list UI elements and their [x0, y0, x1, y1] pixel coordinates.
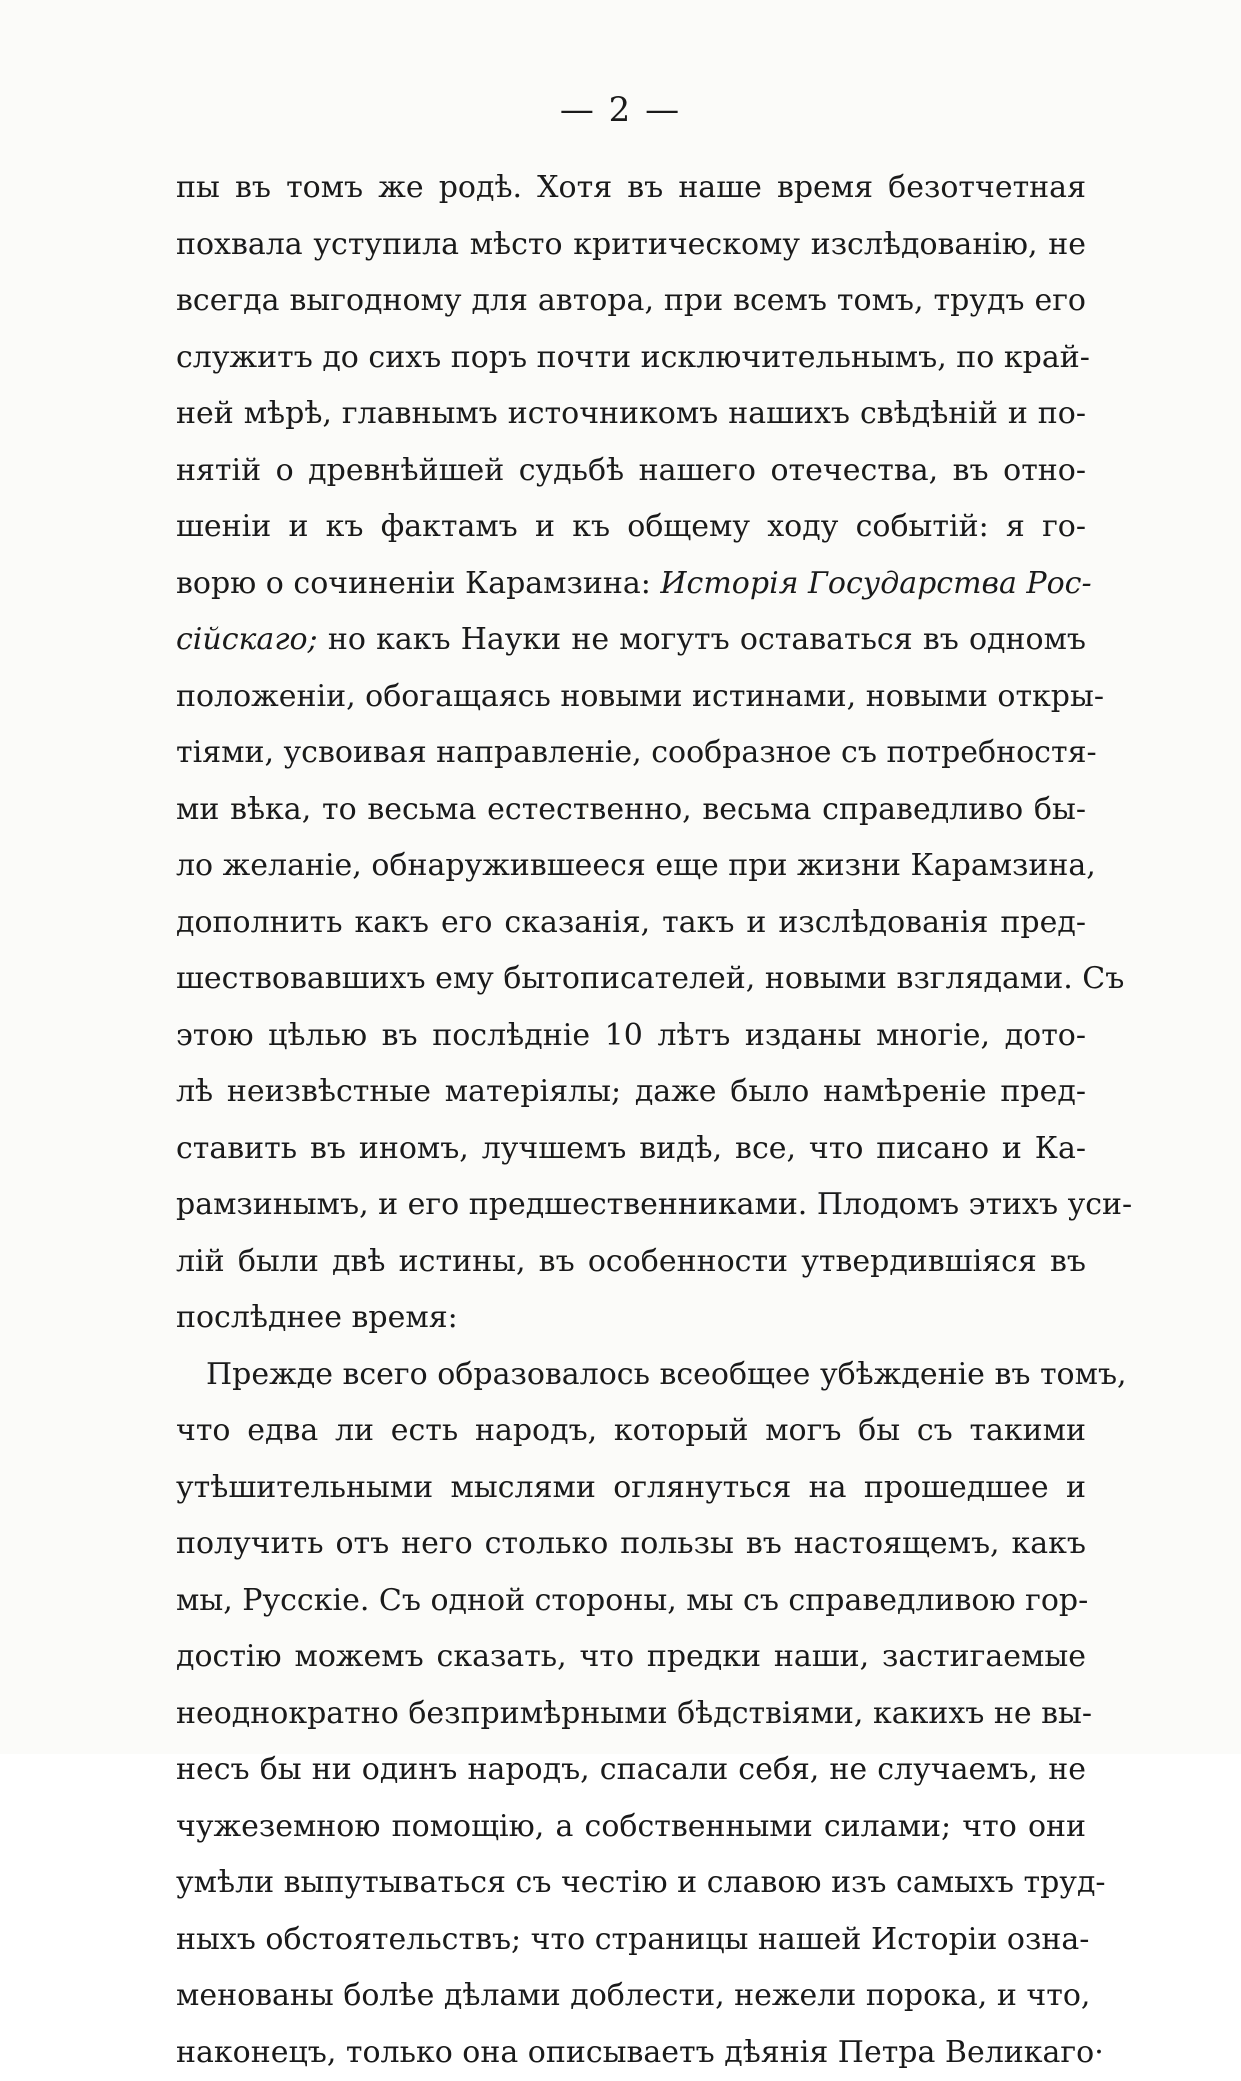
text-line: ло желаніе, обнаружившееся еще при жизни Карамзина,: [176, 838, 1086, 895]
text-line: получить отъ него столько пользы въ настоящемъ, какъ: [176, 1516, 1086, 1573]
text-line: лій были двѣ истины, въ особенности утвердившіяся въ: [176, 1234, 1086, 1291]
text-line: [176, 612, 1086, 669]
text-line: чужеземною помощію, а собственными силами; что они: [176, 1799, 1086, 1856]
text-line: дополнить какъ его сказанія, такъ и изслѣдованія пред-: [176, 895, 1086, 952]
text-line: несъ бы ни одинъ народъ, спасали себя, не случаемъ, не: [176, 1742, 1086, 1799]
text-line: нятій о древнѣйшей судьбѣ нашего отечества, въ отно-: [176, 443, 1086, 500]
paragraph-2: [176, 1347, 1086, 2081]
text-line: всегда выгодному для автора, при всемъ томъ, трудъ его: [176, 273, 1086, 330]
text-line: ныхъ обстоятельствъ; что страницы нашей Исторіи озна-: [176, 1912, 1086, 1969]
text-line: [176, 556, 1086, 613]
text-line: менованы болѣе дѣлами доблести, нежели порока, и что,: [176, 1968, 1086, 2025]
text-line: шеніи и къ фактамъ и къ общему ходу событій: я го-: [176, 499, 1086, 556]
text-line: что едва ли есть народъ, который могъ бы съ такими: [176, 1403, 1086, 1460]
text-line: утѣшительными мыслями оглянуться на прошедшее и: [176, 1460, 1086, 1517]
text-line: неоднократно безпримѣрными бѣдствіями, какихъ не вы-: [176, 1686, 1086, 1743]
page-number: — 2 —: [0, 88, 1241, 132]
text-line: служитъ до сихъ поръ почти исключительнымъ, по край-: [176, 330, 1086, 387]
text-line: тіями, усвоивая направленіе, сообразное съ потребностя-: [176, 725, 1086, 782]
text-line: умѣли выпутываться съ честію и славою изъ самыхъ труд-: [176, 1855, 1086, 1912]
text-line: ней мѣрѣ, главнымъ источникомъ нашихъ свѣдѣній и по-: [176, 386, 1086, 443]
paragraph-1: [176, 160, 1086, 1347]
body-text: [176, 160, 1086, 2081]
text-line: шествовавшихъ ему бытописателей, новыми взглядами. Съ: [176, 951, 1086, 1008]
text-line: рамзинымъ, и его предшественниками. Плодомъ этихъ уси-: [176, 1177, 1086, 1234]
text-line: ставить въ иномъ, лучшемъ видѣ, все, что писано и Ка-: [176, 1121, 1086, 1178]
book-title-italic: сійскаго;: [176, 622, 318, 657]
book-title-italic: Исторія Государства Рос-: [660, 566, 1091, 601]
text-line: послѣднее время:: [176, 1290, 1086, 1347]
text-segment: но какъ Науки не могутъ оставаться въ одномъ: [318, 622, 1086, 657]
text-line: наконецъ, только она описываетъ дѣянія Петра Великаго·: [176, 2025, 1086, 2081]
text-line: мы, Русскіе. Съ одной стороны, мы съ справедливою гор-: [176, 1573, 1086, 1630]
text-line: достію можемъ сказать, что предки наши, застигаемые: [176, 1629, 1086, 1686]
text-line: похвала уступила мѣсто критическому изслѣдованію, не: [176, 217, 1086, 274]
text-line: пы въ томъ же родѣ. Хотя въ наше время безотчетная: [176, 160, 1086, 217]
text-line: лѣ неизвѣстные матеріялы; даже было намѣреніе пред-: [176, 1064, 1086, 1121]
text-line: этою цѣлью въ послѣдніе 10 лѣтъ изданы многіе, дото-: [176, 1008, 1086, 1065]
text-line: Прежде всего образовалось всеобщее убѣжденіе въ томъ,: [176, 1347, 1086, 1404]
text-segment: ворю о сочиненіи Карамзина:: [176, 566, 660, 601]
text-line: ми вѣка, то весьма естественно, весьма справедливо бы-: [176, 782, 1086, 839]
text-line: положеніи, обогащаясь новыми истинами, новыми откры-: [176, 669, 1086, 726]
